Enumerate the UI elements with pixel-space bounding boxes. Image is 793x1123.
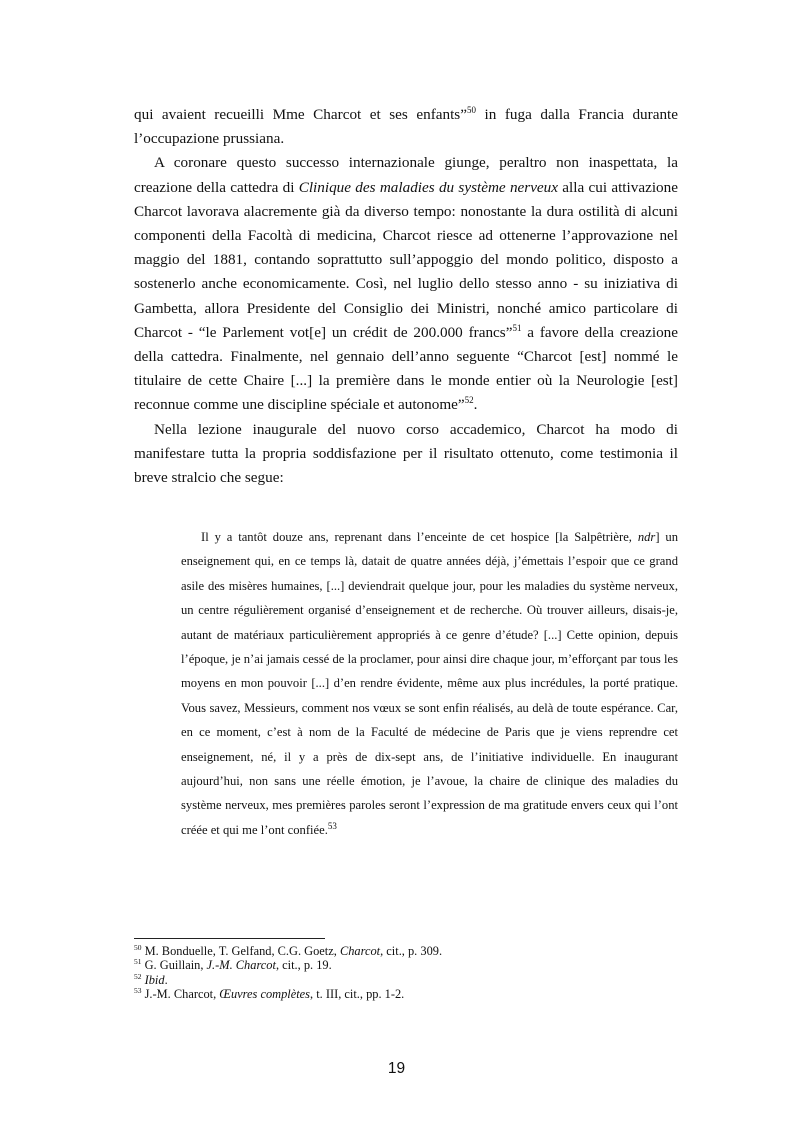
footnote-divider: [134, 938, 325, 939]
footnote-ref-52: 52: [464, 395, 474, 406]
page-number: 19: [387, 1060, 406, 1077]
footnote-ref-53: 53: [327, 820, 337, 831]
paragraph-2: A coronare questo successo internazionale giunge, peraltro non inaspettata, la creazione della cattedra di Clinique des maladies du système nerveux alla cui attivazione Charcot lavorava alacremente già da diverso tempo: nonostante la dura ostilità di alcuni componenti della Facoltà di medicina, Charcot riesce ad ottenerne l’approvazione nel maggio del 1881, contando soprattutto sull’appoggio del mondo politico, disposto a sostenerlo anche economicamente. Così, nel luglio dello stesso anno - su iniziativa di Gambetta, allora Presidente del Consiglio dei Ministri, nonché amico particolare di Charcot - “le Parlement vot[e] un crédit de 200.000 francs”$^{51}$ a favore della creazione della cattedra. Finalmente, nel gennaio dell’anno seguente “Charcot [est] nommé le titulaire de cette Chaire [...] la première dans le monde entier où la Neurologie [est] reconnue comme une discipline spéciale et autonome”$^{52}$.: [134, 154, 679, 414]
footnote-52: $^{52}$ Ibid.: [134, 971, 168, 987]
body-text: [134, 103, 678, 490]
footnote-ref-51: 51: [512, 322, 522, 333]
footnote-ref-50: 50: [466, 104, 476, 115]
footnote-51: $^{51}$ G. Guillain, J.-M. Charcot, cit., p. 19.: [134, 957, 332, 973]
footnote-50: $^{50}$ M. Bonduelle, T. Gelfand, C.G. Goetz, Charcot, cit., p. 309.: [134, 942, 443, 958]
quote-paragraph: Il y a tantôt douze ans, reprenant dans l’enceinte de cet hospice [la Salpêtrière, ndr] un enseignement qui, en ce temps là, datait de quatre années déjà, j’émettais l’espoir que ce grand asile des misères humaines, [...] deviendrait quelque jour, pour les maladies du système nerveux, un centre régulièrement organisé d’enseignement et de recherche. Où trouver ailleurs, disais-je, autant de matériaux particulièrement appropriés à ce genre d’étude? [...] Cette opinion, depuis l’époque, je n’ai jamais cessé de la proclamer, pour ainsi dire chaque jour, m’efforçant par tous les moyens en mon pouvoir [...] d’en rendre évidente, même aux plus incrédules, la porté pratique. Vous savez, Messieurs, comment nos vœux se sont enfin réalisés, au delà de toute espérance. Car, en ce moment, c’est à nom de la Faculté de médecine de Paris que je viens reprendre cet enseignement, né, il y a près de dix-sept ans, de l’initiative individuelle. En inaugurant aujourd’hui, non sans une réelle émotion, je l’avoue, la chaire de clinique des maladies du système nerveux, mes premières paroles seront l’expression de ma gratitude envers ceux qui l’ont créée et qui me l’ont confiée.$^{53}$: [181, 530, 678, 837]
course-title: Clinique des maladies du système nerveux: [298, 178, 559, 196]
footnotes: [134, 944, 678, 1001]
footnote-53: $^{53}$ J.-M. Charcot, Œuvres complètes, t. III, cit., pp. 1-2.: [134, 985, 405, 1001]
block-quote: [181, 525, 678, 842]
paragraph-3: Nella lezione inaugurale del nuovo corso accademico, Charcot ha modo di manifestare tutta la propria soddisfazione per il risultato ottenuto, come testimonia il breve stralcio che segue:: [134, 420, 678, 487]
paragraph-1: qui avaient recueilli Mme Charcot et ses enfants”$^{50}$ in fuga dalla Francia durante l’occupazione prussiana.: [134, 104, 679, 148]
